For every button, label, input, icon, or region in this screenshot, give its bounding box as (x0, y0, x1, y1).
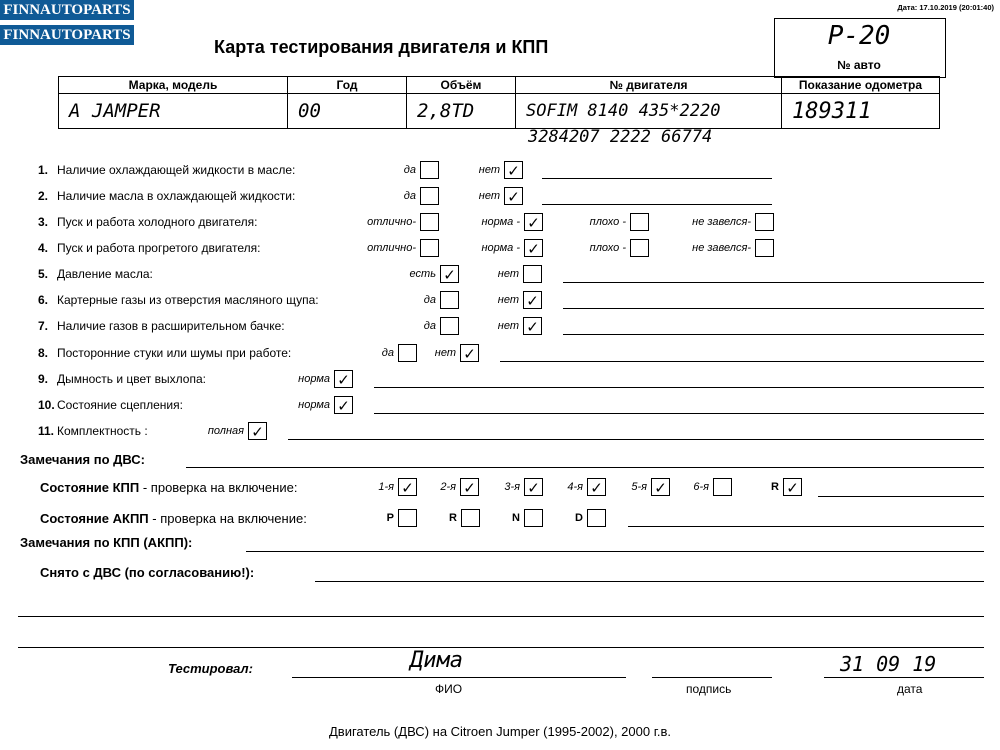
question-text (38, 215, 257, 229)
question-label: Наличие газов в расширительном бачке: (57, 319, 285, 333)
name-line (292, 677, 626, 678)
question-number: 5. (38, 267, 49, 281)
check-mark-icon: ✓ (507, 162, 520, 180)
akpp-gear-checkbox[interactable] (461, 509, 480, 527)
option-label: да (423, 294, 436, 306)
check-mark-icon: ✓ (527, 240, 540, 258)
option-label: да (403, 164, 416, 176)
question-text (38, 267, 153, 281)
caption-date: дата (897, 682, 923, 696)
gear-checkbox[interactable] (587, 478, 606, 496)
check-mark-icon: ✓ (527, 214, 540, 232)
akpp-gear-checkbox[interactable] (524, 509, 543, 527)
check-mark-icon: ✓ (463, 345, 476, 363)
question-label: Давление масла: (57, 267, 153, 281)
logo-finnautoparts: FINNAUTOPARTS (0, 0, 134, 20)
vehicle-info-table (58, 76, 940, 129)
caption-signature: подпись (686, 682, 732, 696)
kpp-title: Состояние КПП (40, 480, 140, 495)
option-checkbox[interactable] (440, 291, 459, 309)
remarks-kpp-line (246, 551, 984, 552)
option-label: нет (497, 268, 519, 280)
column-header-odometer: Показание одометра (782, 77, 940, 94)
column-header-volume: Объём (407, 77, 516, 94)
option-checkbox[interactable] (630, 239, 649, 257)
option-label: норма (298, 399, 330, 411)
gear-label: 2-я (440, 481, 456, 493)
cell-odometer: 189311 (782, 94, 940, 129)
option-label: отлично- (367, 216, 416, 228)
question-label: Дымность и цвет выхлопа: (57, 372, 206, 386)
remarks-engine-label: Замечания по ДВС: (20, 452, 145, 467)
question-number: 10. (38, 398, 55, 412)
option-label: не завелся- (692, 216, 751, 228)
gear-checkbox[interactable] (460, 478, 479, 496)
column-header-model: Марка, модель (59, 77, 288, 94)
check-mark-icon: ✓ (463, 479, 476, 497)
akpp-gear-checkbox[interactable] (587, 509, 606, 527)
gear-label: 4-я (567, 481, 583, 493)
question-number: 11. (38, 424, 55, 438)
question-label: Посторонние стуки или шумы при работе: (57, 346, 292, 360)
answer-line (374, 413, 984, 414)
check-mark-icon: ✓ (526, 318, 539, 336)
option-label: да (381, 347, 394, 359)
question-number: 1. (38, 163, 49, 177)
option-checkbox[interactable] (504, 187, 523, 205)
option-checkbox[interactable] (334, 396, 353, 414)
option-label: есть (409, 268, 436, 280)
question-number: 8. (38, 346, 49, 360)
answer-line (563, 308, 984, 309)
removed-label: Снято с ДВС (по согласованию!): (40, 565, 255, 580)
option-label: да (423, 320, 436, 332)
caption-name: ФИО (435, 682, 463, 696)
option-checkbox[interactable] (420, 161, 439, 179)
signature-line (652, 677, 772, 678)
option-label: не завелся- (692, 242, 751, 254)
answer-line (563, 282, 984, 283)
option-checkbox[interactable] (504, 161, 523, 179)
option-label: плохо - (589, 242, 626, 254)
question-label: Пуск и работа холодного двигателя: (57, 215, 258, 229)
gear-label: 5-я (631, 481, 647, 493)
check-mark-icon: ✓ (786, 479, 799, 497)
column-header-engine-number: № двигателя (516, 77, 782, 94)
option-label: полная (207, 425, 244, 437)
gear-checkbox[interactable] (524, 478, 543, 496)
column-header-year: Год (288, 77, 407, 94)
option-checkbox[interactable] (460, 344, 479, 362)
tested-by-date-value: 31 09 19 (840, 652, 937, 676)
option-label: плохо - (589, 216, 626, 228)
option-checkbox[interactable] (755, 239, 774, 257)
answer-line (563, 334, 984, 335)
check-mark-icon: ✓ (507, 188, 520, 206)
question-text (38, 293, 319, 307)
tested-by-signature: Дима (410, 648, 463, 673)
gear-label: R (771, 481, 779, 493)
check-mark-icon: ✓ (337, 371, 350, 389)
cell-model: A JAMPER (59, 94, 288, 129)
cell-year: 00 (288, 94, 407, 129)
option-checkbox[interactable] (398, 344, 417, 362)
check-mark-icon: ✓ (401, 479, 414, 497)
gear-label: 1-я (378, 481, 394, 493)
question-text (38, 163, 295, 177)
tested-by-label: Тестировал: (168, 661, 253, 676)
print-date: Дата: 17.10.2019 (20:01:40) (897, 3, 994, 12)
check-mark-icon: ✓ (590, 479, 603, 497)
question-label: Наличие охлаждающей жидкости в масле: (57, 163, 296, 177)
option-label: отлично- (367, 242, 416, 254)
kpp-suffix: - проверка на включение: (139, 480, 298, 495)
question-text (38, 346, 291, 360)
option-label: нет (478, 164, 500, 176)
gear-label: 6-я (693, 481, 709, 493)
question-number: 6. (38, 293, 49, 307)
option-label: нет (497, 294, 519, 306)
engine-number-extra: 3284207 2222 66774 (528, 127, 713, 147)
answer-line (542, 178, 772, 179)
question-text (38, 398, 183, 412)
akpp-title: Состояние АКПП (40, 511, 149, 526)
question-number: 4. (38, 241, 49, 255)
akpp-remarks-line (628, 526, 984, 527)
question-label: Пуск и работа прогретого двигателя: (57, 241, 261, 255)
option-label: норма (298, 373, 330, 385)
logo-finnautoparts-secondary: FINNAUTOPARTS (0, 25, 134, 45)
akpp-gear-label: P (386, 512, 394, 524)
option-checkbox[interactable] (248, 422, 267, 440)
question-text (38, 424, 148, 438)
option-checkbox[interactable] (440, 317, 459, 335)
gear-checkbox[interactable] (651, 478, 670, 496)
gear-checkbox[interactable] (713, 478, 732, 496)
answer-line (542, 204, 772, 205)
question-text (38, 372, 206, 386)
kpp-remarks-line (818, 496, 984, 497)
footer-caption: Двигатель (ДВС) на Citroen Jumper (1995-2002), 2000 г.в. (328, 724, 672, 739)
question-label: Комплектность : (57, 424, 148, 438)
question-label: Наличие масла в охлаждающей жидкости: (57, 189, 296, 203)
answer-line (374, 387, 984, 388)
page-title: Карта тестирования двигателя и КПП (214, 37, 549, 57)
option-checkbox[interactable] (420, 239, 439, 257)
option-checkbox[interactable] (630, 213, 649, 231)
question-number: 7. (38, 319, 49, 333)
answer-line (288, 439, 984, 440)
option-label: норма - (481, 242, 520, 254)
check-mark-icon: ✓ (443, 266, 456, 284)
option-label: нет (434, 347, 456, 359)
removed-line-3 (18, 647, 984, 648)
akpp-gear-label: N (512, 512, 520, 524)
option-label: нет (478, 190, 500, 202)
kpp-label (40, 480, 297, 495)
remarks-kpp-label: Замечания по КПП (АКПП): (20, 535, 193, 550)
gear-label: 3-я (504, 481, 520, 493)
option-checkbox[interactable] (755, 213, 774, 231)
question-number: 3. (38, 215, 49, 229)
check-mark-icon: ✓ (526, 292, 539, 310)
option-checkbox[interactable] (523, 291, 542, 309)
remarks-engine-line (186, 467, 984, 468)
question-text (38, 189, 295, 203)
cell-engine-number: SOFIM 8140 435*2220 (516, 94, 782, 129)
option-label: норма - (481, 216, 520, 228)
option-label: да (403, 190, 416, 202)
option-checkbox[interactable] (420, 213, 439, 231)
question-number: 9. (38, 372, 49, 386)
option-checkbox[interactable] (524, 239, 543, 257)
check-mark-icon: ✓ (337, 397, 350, 415)
removed-line-1 (315, 581, 984, 582)
gear-checkbox[interactable] (783, 478, 802, 496)
date-line (824, 677, 984, 678)
question-text (38, 319, 285, 333)
option-checkbox[interactable] (523, 317, 542, 335)
option-checkbox[interactable] (524, 213, 543, 231)
gear-checkbox[interactable] (398, 478, 417, 496)
check-mark-icon: ✓ (251, 423, 264, 441)
option-checkbox[interactable] (440, 265, 459, 283)
question-text (38, 241, 261, 255)
answer-line (500, 361, 984, 362)
cell-volume: 2,8TD (407, 94, 516, 129)
akpp-label (40, 511, 307, 526)
question-label: Картерные газы из отверстия масляного щупа: (57, 293, 319, 307)
akpp-gear-label: R (449, 512, 457, 524)
question-label: Состояние сцепления: (57, 398, 183, 412)
option-checkbox[interactable] (420, 187, 439, 205)
akpp-gear-checkbox[interactable] (398, 509, 417, 527)
option-label: нет (497, 320, 519, 332)
removed-line-2 (18, 616, 984, 617)
check-mark-icon: ✓ (527, 479, 540, 497)
auto-number-value: P-20 (827, 21, 891, 51)
akpp-gear-label: D (575, 512, 583, 524)
check-mark-icon: ✓ (654, 479, 667, 497)
question-number: 2. (38, 189, 49, 203)
option-checkbox[interactable] (523, 265, 542, 283)
auto-number-label: № авто (837, 58, 881, 72)
option-checkbox[interactable] (334, 370, 353, 388)
akpp-suffix: - проверка на включение: (148, 511, 307, 526)
